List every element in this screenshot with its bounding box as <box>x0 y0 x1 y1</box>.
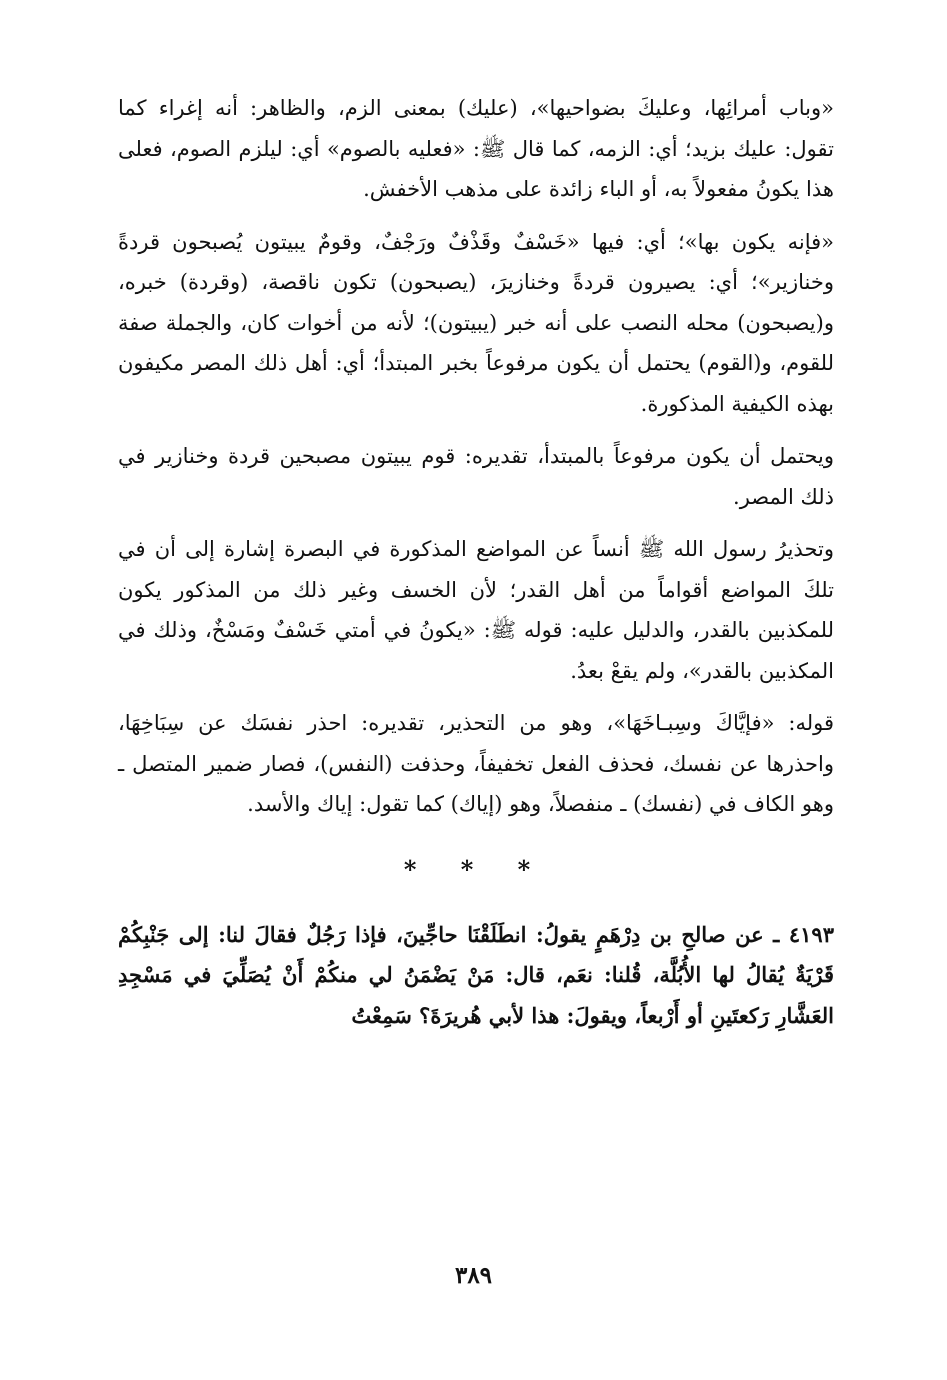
commentary-paragraph-1: «وباب أمرائِها، وعليكَ بضواحيها»، (عليك) بمعنى الزم، والظاهر: أنه إغراء كما تقول: عليك بزيد؛ أي: الزمه، كما قال ﷺ: «فعليه بالصوم» أي: ليلزم الصوم، فعلى هذا يكونُ مفعولاً به، أو الباء زائدة على مذهب الأخفش. <box>118 96 834 201</box>
commentary-paragraph-3: ويحتمل أن يكون مرفوعاً بالمبتدأ، تقديره: قوم يبيتون مصبحين قردة وخنازير في ذلك المصر. <box>118 444 834 509</box>
commentary-paragraph-2: «فإنه يكون بها»؛ أي: فيها «خَسْفٌ وقَذْفٌ ورَجْفٌ، وقومٌ يبيتون يُصبحون قردةً وخنازير»؛ أي: يصيرون قردةً وخنازيرَ، (يصبحون) تكون ناقصة، (وقردة) خبره، و(يصبحون) محله النصب على أنه خبر (يبيتون)؛ لأنه من أخوات كان، والجملة صفة للقوم، و(القوم) يحتمل أن يكون مرفوعاً بخبر المبتدأ؛ أي: أهل ذلك المصر مكيفون بهذه الكيفية المذكورة. <box>118 229 834 416</box>
commentary-paragraph-4: وتحذيرُ رسول الله ﷺ أنساً عن المواضع المذكورة في البصرة إشارة إلى أن في تلكَ المواضع أقواماً من أهل القدر؛ لأن الخسف وغير ذلك من المذكور يكون للمكذبين بالقدر، والدليل عليه: قوله ﷺ: «يكونُ في أمتي خَسْفٌ ومَسْخٌ، وذلك في المكذبين بالقدر»، ولم يقعْ بعدُ. <box>118 537 834 683</box>
hadith-text: ٤١٩٣ ـ عن صالحِ بن دِرْهَمٍ يقولُ: انطَلَقْنَا حاجِّينَ، فإذا رَجُلٌ فقالَ لنا: إلى جَنْبِكُمْ قَرْيَةٌ يُقالُ لها الأُبُلَّة، قُلنا: نعَم، قال: مَنْ يَضْمَنُ لي منكُمْ أَنْ يُصَلِّيَ في مَسْجِدِ العَشَّارِ رَكعتَينِ أو أَرْبعاً، ويقولَ: هذا لأبي هُريرَةَ؟ سَمِعْتُ <box>118 921 834 1028</box>
commentary-paragraph-5: قوله: «فإيَّاكَ وسِبـاخَهَا»، وهو من التحذير، تقديره: احذر نفسَك عن سِبَاخِهَا، واحذرها عن نفسك، فحذف الفعل تخفيفاً، وحذفت (النفس)، فصار ضمير المتصل ـ وهو الكاف في (نفسك) ـ منفصلاً، وهو (إياك) كما تقول: إياك والأسد. <box>118 711 834 816</box>
page-body <box>118 88 834 1036</box>
page-number: ٣٨٩ <box>454 1262 493 1289</box>
section-separator: * * * <box>403 854 549 884</box>
